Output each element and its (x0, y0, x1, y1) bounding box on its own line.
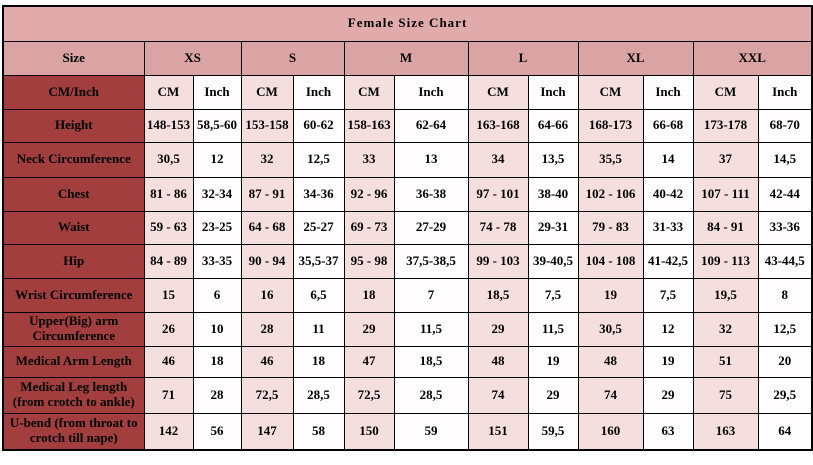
cell: 29-31 (528, 211, 578, 244)
unit-header-cm-m: CM (344, 75, 394, 109)
cell: 107 - 111 (693, 177, 758, 211)
cell: 34 (468, 142, 528, 177)
size-col-header-s: S (241, 41, 344, 75)
cell: 7,5 (528, 278, 578, 312)
cell: 84 - 89 (144, 244, 193, 278)
cell: 19 (643, 346, 693, 377)
table-row-upper-arm (3, 312, 812, 346)
size-col-header-xl: XL (578, 41, 693, 75)
row-label-waist: Waist (3, 211, 144, 244)
cell: 6 (193, 278, 241, 312)
unit-header-inch-xxl: Inch (758, 75, 812, 109)
cell: 71 (144, 377, 193, 413)
cell: 18 (293, 346, 344, 377)
cell: 32 (241, 142, 293, 177)
table-row-arm-length (3, 346, 812, 377)
unit-row-label: CM/Inch (3, 75, 144, 109)
row-label-height: Height (3, 109, 144, 142)
cell: 46 (144, 346, 193, 377)
cell: 56 (193, 413, 241, 450)
table-row-waist (3, 211, 812, 244)
row-label-wrist: Wrist Circumference (3, 278, 144, 312)
cell: 14,5 (758, 142, 812, 177)
cell: 18,5 (394, 346, 468, 377)
cell: 19,5 (693, 278, 758, 312)
table-row-wrist (3, 278, 812, 312)
table-row-ubend (3, 413, 812, 450)
unit-header-inch-xl: Inch (643, 75, 693, 109)
cell: 29,5 (758, 377, 812, 413)
cell: 41-42,5 (643, 244, 693, 278)
cell: 11,5 (528, 312, 578, 346)
cell: 29 (643, 377, 693, 413)
size-col-header-xs: XS (144, 41, 241, 75)
cell: 14 (643, 142, 693, 177)
cell: 39-40,5 (528, 244, 578, 278)
cell: 6,5 (293, 278, 344, 312)
title-row (3, 6, 812, 41)
cell: 23-25 (193, 211, 241, 244)
cell: 16 (241, 278, 293, 312)
cell: 99 - 103 (468, 244, 528, 278)
row-label-upper-arm: Upper(Big) arm Circumference (3, 312, 144, 346)
cell: 74 - 78 (468, 211, 528, 244)
cell: 64 (758, 413, 812, 450)
cell: 31-33 (643, 211, 693, 244)
row-label-neck: Neck Circumference (3, 142, 144, 177)
cell: 160 (578, 413, 643, 450)
cell: 7,5 (643, 278, 693, 312)
cell: 28,5 (293, 377, 344, 413)
cell: 104 - 108 (578, 244, 643, 278)
cell: 12 (643, 312, 693, 346)
cell: 8 (758, 278, 812, 312)
cell: 90 - 94 (241, 244, 293, 278)
cell: 33-36 (758, 211, 812, 244)
cell: 7 (394, 278, 468, 312)
unit-header-inch-xs: Inch (193, 75, 241, 109)
cell: 20 (758, 346, 812, 377)
cell: 68-70 (758, 109, 812, 142)
row-label-arm-length: Medical Arm Length (3, 346, 144, 377)
unit-header-inch-l: Inch (528, 75, 578, 109)
cell: 95 - 98 (344, 244, 394, 278)
cell: 19 (528, 346, 578, 377)
cell: 33-35 (193, 244, 241, 278)
size-corner-label: Size (3, 41, 144, 75)
cell: 28 (193, 377, 241, 413)
unit-header-cm-xs: CM (144, 75, 193, 109)
unit-header-row (3, 75, 812, 109)
cell: 32 (693, 312, 758, 346)
cell: 168-173 (578, 109, 643, 142)
row-label-ubend: U-bend (from throat to crotch till nape) (3, 413, 144, 450)
cell: 109 - 113 (693, 244, 758, 278)
size-col-header-l: L (468, 41, 578, 75)
cell: 64-66 (528, 109, 578, 142)
cell: 84 - 91 (693, 211, 758, 244)
cell: 92 - 96 (344, 177, 394, 211)
row-label-hip: Hip (3, 244, 144, 278)
cell: 79 - 83 (578, 211, 643, 244)
cell: 30,5 (144, 142, 193, 177)
cell: 72,5 (241, 377, 293, 413)
cell: 58 (293, 413, 344, 450)
table-row-hip (3, 244, 812, 278)
cell: 87 - 91 (241, 177, 293, 211)
cell: 13,5 (528, 142, 578, 177)
cell: 11 (293, 312, 344, 346)
cell: 163-168 (468, 109, 528, 142)
cell: 51 (693, 346, 758, 377)
size-col-header-xxl: XXL (693, 41, 812, 75)
cell: 74 (468, 377, 528, 413)
cell: 75 (693, 377, 758, 413)
cell: 62-64 (394, 109, 468, 142)
cell: 35,5-37 (293, 244, 344, 278)
table-row-chest (3, 177, 812, 211)
cell: 28,5 (394, 377, 468, 413)
cell: 37 (693, 142, 758, 177)
cell: 66-68 (643, 109, 693, 142)
cell: 102 - 106 (578, 177, 643, 211)
cell: 13 (394, 142, 468, 177)
table-row-leg-length (3, 377, 812, 413)
cell: 59 - 63 (144, 211, 193, 244)
cell: 69 - 73 (344, 211, 394, 244)
unit-header-cm-xxl: CM (693, 75, 758, 109)
cell: 63 (643, 413, 693, 450)
cell: 26 (144, 312, 193, 346)
cell: 153-158 (241, 109, 293, 142)
cell: 28 (241, 312, 293, 346)
cell: 72,5 (344, 377, 394, 413)
cell: 12,5 (293, 142, 344, 177)
cell: 74 (578, 377, 643, 413)
cell: 59,5 (528, 413, 578, 450)
cell: 151 (468, 413, 528, 450)
cell: 42-44 (758, 177, 812, 211)
cell: 18 (344, 278, 394, 312)
cell: 32-34 (193, 177, 241, 211)
cell: 12 (193, 142, 241, 177)
cell: 18 (193, 346, 241, 377)
cell: 40-42 (643, 177, 693, 211)
cell: 30,5 (578, 312, 643, 346)
cell: 150 (344, 413, 394, 450)
cell: 60-62 (293, 109, 344, 142)
unit-header-cm-s: CM (241, 75, 293, 109)
cell: 11,5 (394, 312, 468, 346)
cell: 10 (193, 312, 241, 346)
cell: 36-38 (394, 177, 468, 211)
cell: 163 (693, 413, 758, 450)
cell: 81 - 86 (144, 177, 193, 211)
cell: 173-178 (693, 109, 758, 142)
unit-header-cm-xl: CM (578, 75, 643, 109)
cell: 64 - 68 (241, 211, 293, 244)
cell: 33 (344, 142, 394, 177)
cell: 38-40 (528, 177, 578, 211)
cell: 29 (528, 377, 578, 413)
cell: 58,5-60 (193, 109, 241, 142)
cell: 43-44,5 (758, 244, 812, 278)
row-label-chest: Chest (3, 177, 144, 211)
cell: 34-36 (293, 177, 344, 211)
cell: 35,5 (578, 142, 643, 177)
cell: 29 (468, 312, 528, 346)
size-header-row (3, 41, 812, 75)
cell: 147 (241, 413, 293, 450)
cell: 97 - 101 (468, 177, 528, 211)
cell: 29 (344, 312, 394, 346)
cell: 47 (344, 346, 394, 377)
cell: 27-29 (394, 211, 468, 244)
cell: 12,5 (758, 312, 812, 346)
female-size-chart-table (2, 5, 813, 451)
page-title: Female Size Chart (3, 6, 812, 41)
cell: 48 (578, 346, 643, 377)
unit-header-cm-l: CM (468, 75, 528, 109)
cell: 148-153 (144, 109, 193, 142)
cell: 25-27 (293, 211, 344, 244)
row-label-leg-length: Medical Leg length (from crotch to ankle) (3, 377, 144, 413)
unit-header-inch-s: Inch (293, 75, 344, 109)
cell: 142 (144, 413, 193, 450)
cell: 48 (468, 346, 528, 377)
table-row-neck (3, 142, 812, 177)
unit-header-inch-m: Inch (394, 75, 468, 109)
table-row-height (3, 109, 812, 142)
cell: 37,5-38,5 (394, 244, 468, 278)
cell: 158-163 (344, 109, 394, 142)
cell: 15 (144, 278, 193, 312)
cell: 19 (578, 278, 643, 312)
cell: 59 (394, 413, 468, 450)
cell: 18,5 (468, 278, 528, 312)
cell: 46 (241, 346, 293, 377)
size-col-header-m: M (344, 41, 468, 75)
